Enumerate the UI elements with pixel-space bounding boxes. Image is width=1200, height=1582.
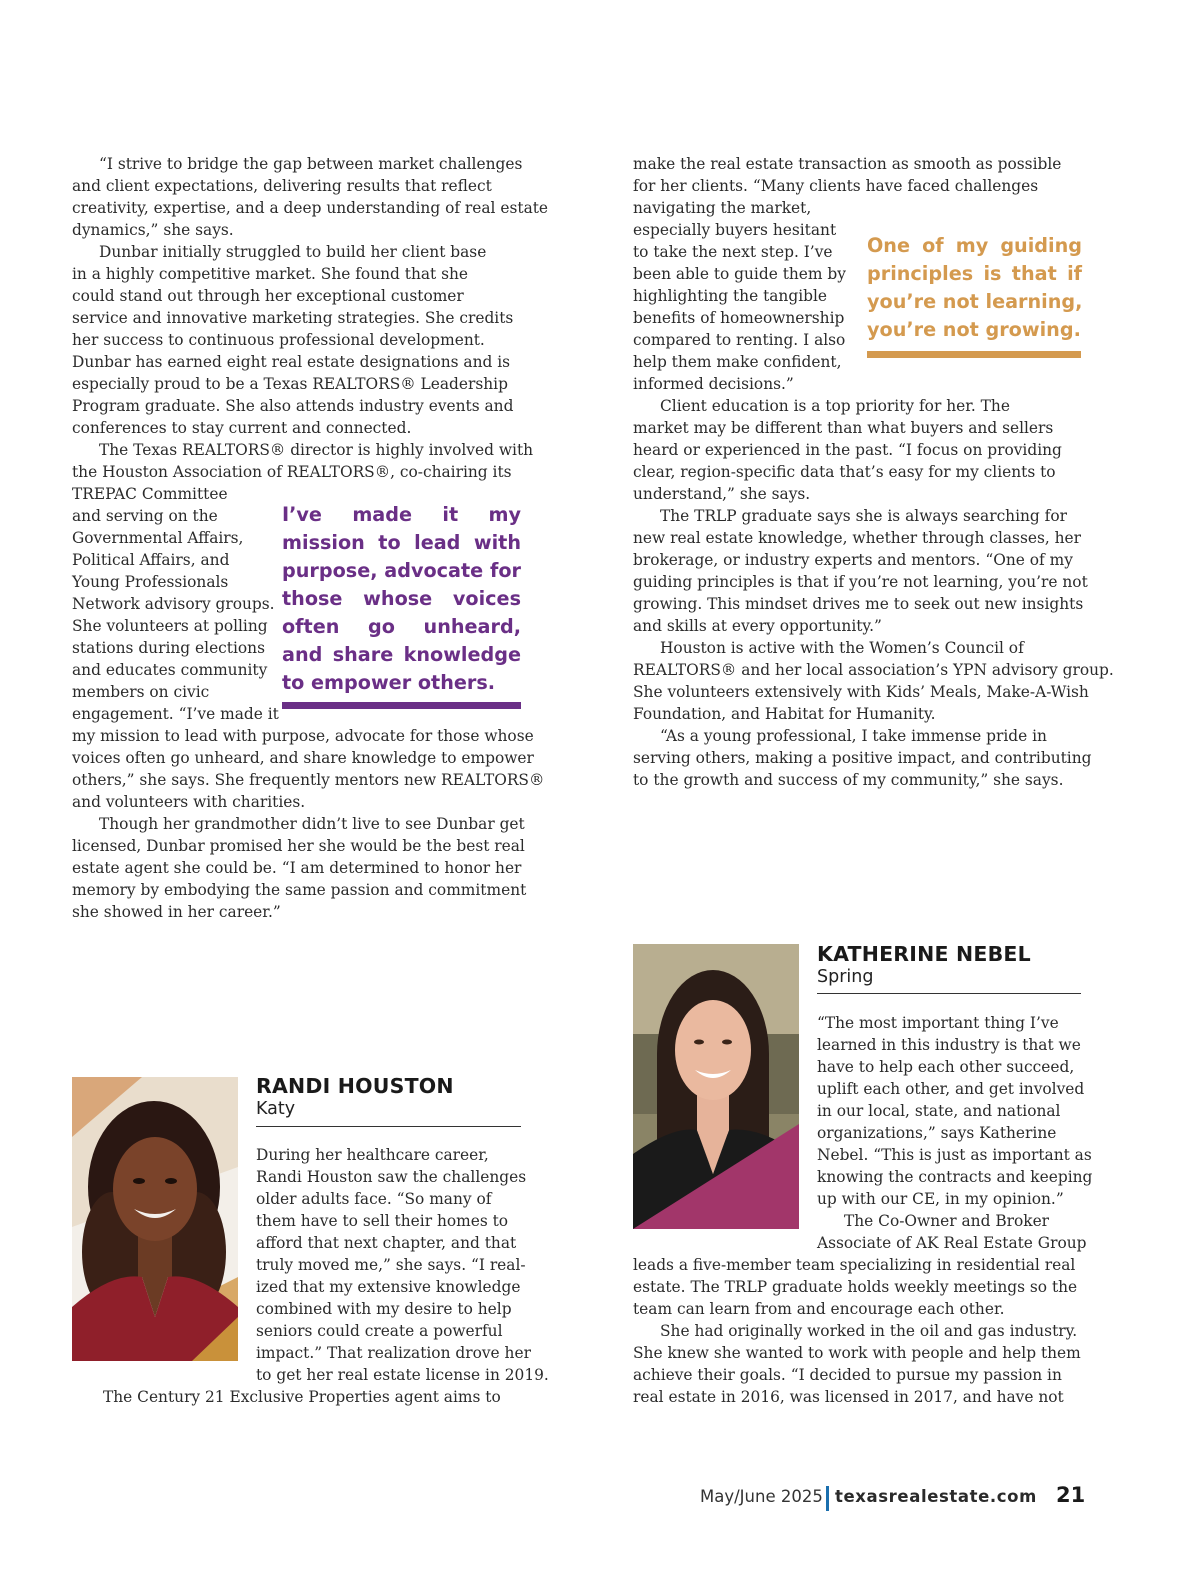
body-line: Dunbar initially struggled to build her client base: [99, 243, 487, 261]
issue-date: May/June 2025: [700, 1487, 823, 1506]
body-line: dynamics,” she says.: [72, 221, 234, 239]
body-line: and volunteers with charities.: [72, 793, 306, 811]
body-line: have to help each other succeed,: [817, 1058, 1075, 1076]
body-line: estate agent she could be. “I am determined to honor her: [72, 859, 522, 877]
body-line: understand,” she says.: [633, 485, 811, 503]
body-line: especially buyers hesitant: [633, 221, 837, 239]
body-line: to get her real estate license in 2019.: [256, 1366, 549, 1384]
body-line: She volunteers extensively with Kids’ Meals, Make-A-Wish: [633, 683, 1089, 701]
portrait-illustration: [633, 944, 799, 1229]
body-line: uplift each other, and get involved: [817, 1080, 1085, 1098]
body-line: knowing the contracts and keeping: [817, 1168, 1093, 1186]
body-line: compared to renting. I also: [633, 331, 846, 349]
body-line: “I strive to bridge the gap between market challenges: [99, 155, 523, 173]
page-number: 21: [1056, 1483, 1086, 1507]
body-line: During her healthcare career,: [256, 1146, 489, 1164]
pull-quote-line: you’re not learning,: [867, 290, 1083, 313]
profile-divider: [256, 1126, 521, 1127]
profile-divider: [817, 993, 1081, 994]
body-line: guiding principles is that if you’re not learning, you’re not: [633, 573, 1088, 591]
body-line: in our local, state, and national: [817, 1102, 1061, 1120]
pull-quote-orange: [867, 232, 1082, 344]
website-link[interactable]: texasrealestate.com: [835, 1487, 1037, 1506]
body-line: memory by embodying the same passion and commitment: [72, 881, 527, 899]
body-line: members on civic: [72, 683, 210, 701]
profile-name: KATHERINE NEBEL: [817, 942, 1031, 966]
pull-quote-line: I’ve made it my: [282, 503, 521, 526]
body-line: “The most important thing I’ve: [817, 1014, 1059, 1032]
body-line: truly moved me,” she says. “I real-: [256, 1256, 526, 1274]
body-line: Governmental Affairs,: [72, 529, 244, 547]
body-line: estate. The TRLP graduate holds weekly meetings so the: [633, 1278, 1078, 1296]
body-line: my mission to lead with purpose, advocate for those whose: [72, 727, 534, 745]
portrait-photo: [633, 944, 799, 1229]
body-line: organizations,” says Katherine: [817, 1124, 1057, 1142]
body-line: to the growth and success of my community,” she says.: [633, 771, 1064, 789]
body-line: impact.” That realization drove her: [256, 1344, 531, 1362]
body-line: highlighting the tangible: [633, 287, 827, 305]
pull-quote-line: you’re not growing.: [867, 318, 1081, 341]
body-line: Political Affairs, and: [72, 551, 230, 569]
body-line: Associate of AK Real Estate Group: [817, 1234, 1087, 1252]
profile-city: Katy: [256, 1099, 296, 1119]
body-line: especially proud to be a Texas REALTORS® Leadership: [72, 375, 508, 393]
body-line: stations during elections: [72, 639, 265, 657]
body-line: licensed, Dunbar promised her she would be the best real: [72, 837, 525, 855]
body-line: Houston is active with the Women’s Council of: [660, 639, 1024, 657]
body-line: The Co-Owner and Broker: [844, 1212, 1050, 1230]
portrait-illustration: [72, 1077, 238, 1361]
body-line: ized that my extensive knowledge: [256, 1278, 521, 1296]
body-line: benefits of homeownership: [633, 309, 845, 327]
body-line: conferences to stay current and connected.: [72, 419, 412, 437]
body-line: help them make confident,: [633, 353, 842, 371]
body-line: Dunbar has earned eight real estate designations and is: [72, 353, 511, 371]
body-line: others,” she says. She frequently mentors new REALTORS®: [72, 771, 545, 789]
footer-separator: [826, 1486, 829, 1511]
body-line: Client education is a top priority for her. The: [660, 397, 1010, 415]
body-line: navigating the market,: [633, 199, 812, 217]
profile-name: RANDI HOUSTON: [256, 1074, 454, 1098]
body-line: and skills at every opportunity.”: [633, 617, 882, 635]
body-line: Network advisory groups.: [72, 595, 275, 613]
pull-quote-line: to empower others.: [282, 671, 496, 694]
body-line: She volunteers at polling: [72, 617, 268, 635]
body-line: The TRLP graduate says she is always searching for: [660, 507, 1067, 525]
body-line: The Texas REALTORS® director is highly involved with: [99, 441, 534, 459]
body-line: combined with my desire to help: [256, 1300, 512, 1318]
body-line: and client expectations, delivering results that reflect: [72, 177, 492, 195]
body-line: Young Professionals: [72, 573, 229, 591]
body-line: make the real estate transaction as smooth as possible: [633, 155, 1062, 173]
body-line: new real estate knowledge, whether through classes, her: [633, 529, 1082, 547]
body-line: team can learn from and encourage each other.: [633, 1300, 1005, 1318]
body-line: seniors could create a powerful: [256, 1322, 503, 1340]
body-line: the Houston Association of REALTORS®, co-chairing its: [72, 463, 512, 481]
body-line: growing. This mindset drives me to seek out new insights: [633, 595, 1084, 613]
body-line: been able to guide them by: [633, 265, 846, 283]
body-line: Nebel. “This is just as important as: [817, 1146, 1092, 1164]
body-line: real estate in 2016, was licensed in 2017, and have not: [633, 1388, 1064, 1406]
portrait-photo: [72, 1077, 238, 1361]
body-line: She knew she wanted to work with people and help them: [633, 1344, 1081, 1362]
body-line: TREPAC Committee: [72, 485, 228, 503]
body-line: REALTORS® and her local association’s YPN advisory group.: [633, 661, 1114, 679]
body-line: to take the next step. I’ve: [633, 243, 833, 261]
pull-quote-line: principles is that if: [867, 262, 1082, 285]
body-line: voices often go unheard, and share knowledge to empower: [72, 749, 534, 767]
body-line: service and innovative marketing strategies. She credits: [72, 309, 514, 327]
body-line: Foundation, and Habitat for Humanity.: [633, 705, 936, 723]
body-line: “As a young professional, I take immense pride in: [660, 727, 1047, 745]
body-line: Program graduate. She also attends industry events and: [72, 397, 514, 415]
body-line: creativity, expertise, and a deep understanding of real estate: [72, 199, 549, 217]
body-line: The Century 21 Exclusive Properties agent aims to: [103, 1388, 501, 1406]
body-line: up with our CE, in my opinion.”: [817, 1190, 1064, 1208]
pull-quote-purple: [282, 501, 521, 697]
body-line: could stand out through her exceptional customer: [72, 287, 464, 305]
pull-quote-underline: [282, 702, 521, 709]
body-line: her success to continuous professional development.: [72, 331, 485, 349]
body-line: serving others, making a positive impact, and contributing: [633, 749, 1092, 767]
body-line: leads a five-member team specializing in residential real: [633, 1256, 1076, 1274]
body-line: and serving on the: [72, 507, 218, 525]
pull-quote-line: and share knowledge: [282, 643, 521, 666]
pull-quote-line: those whose voices: [282, 587, 521, 610]
body-line: heard or experienced in the past. “I focus on providing: [633, 441, 1062, 459]
body-line: she showed in her career.”: [72, 903, 281, 921]
body-line: market may be different than what buyers and sellers: [633, 419, 1054, 437]
pull-quote-underline: [867, 351, 1081, 358]
body-line: clear, region-specific data that’s easy for my clients to: [633, 463, 1056, 481]
body-line: in a highly competitive market. She found that she: [72, 265, 469, 283]
body-line: them have to sell their homes to: [256, 1212, 509, 1230]
body-line: older adults face. “So many of: [256, 1190, 492, 1208]
body-line: afford that next chapter, and that: [256, 1234, 517, 1252]
pull-quote-line: mission to lead with: [282, 531, 521, 554]
body-line: engagement. “I’ve made it: [72, 705, 279, 723]
pull-quote-line: often go unheard,: [282, 615, 521, 638]
body-line: and educates community: [72, 661, 268, 679]
body-line: learned in this industry is that we: [817, 1036, 1081, 1054]
body-line: She had originally worked in the oil and gas industry.: [660, 1322, 1078, 1340]
body-line: Randi Houston saw the challenges: [256, 1168, 527, 1186]
profile-city: Spring: [817, 967, 874, 987]
body-line: for her clients. “Many clients have faced challenges: [633, 177, 1039, 195]
body-line: Though her grandmother didn’t live to see Dunbar get: [99, 815, 525, 833]
pull-quote-line: purpose, advocate for: [282, 559, 521, 582]
body-line: brokerage, or industry experts and mentors. “One of my: [633, 551, 1073, 569]
body-line: informed decisions.”: [633, 375, 794, 393]
pull-quote-line: One of my guiding: [867, 234, 1082, 257]
body-line: achieve their goals. “I decided to pursue my passion in: [633, 1366, 1062, 1384]
